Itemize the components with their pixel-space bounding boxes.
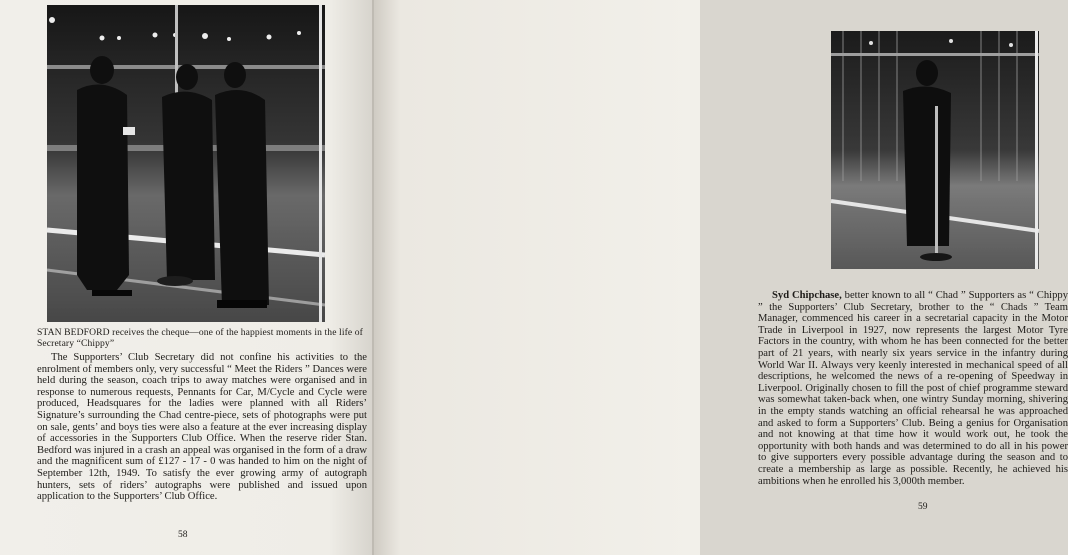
page-number-right: 59 [918,502,928,512]
left-paragraph: The Supporters’ Club Secretary did not confine his activities to the enrolment of members only, very successful “ Meet the Riders ” Dances were held during the season, coach trips to away matches were organised and in response to numerous requests, Pennants for Car, M/Cycle and Cycle were produced, Headsquares for the ladies were planned with all Riders’ Signature’s surrounding the Chad centre-piece, sets of photographs were put on sale, gents’ and boys ties were also a feature at the ever increasing display of accessories in the Supporters Club Office. When the reserve rider Stan. Bedford was injured in a crash an appeal was organised in the form of a draw and the magnificent sum of £127 - 17 - 0 was handed to him on the night of September 12th, 1949. To satisfy the ever growing army of autograph hunters, sets of riders’ autographs were published and issued upon application to the Supporters’ Club Office. [37,352,367,503]
caption-lead: STAN BEDFORD [37,327,110,338]
right-paragraph-text: better known to all “ Chad ” Supporters as “ Chippy ” the Supporters’ Club Secretary, brother to the “ Chads ” Team Manager, commenced his career in a secretarial capacity in the Motor Trade in Liverpool in 1927, now represents the largest Motor Tyre Factors in the country, with whom he has been connected for the better part of 21 years, with nearly six years service in the infantry during World War II. Always very keenly interested in mechanical speed of all descriptions, he welcomed the news of a re-opening of Speedway in Liverpool. Originally chosen to fill the post of chief programme steward was somewhat taken-back when, one wintry Sunday morning, shivering in the empty stands watching an official rehearsal he was approached and asked to form a Supporters’ Club. Being a genius for Organisation and not knowing at that time how it would work out, he took the opportunity with both hands and was determined to do all in his power to give supporters every possible advantage during the season and to create a membership as large as possible. Recently, he achieved his ambitions when he enrolled his 3,000th member. [758,290,1068,487]
right-paragraph [758,290,1068,487]
photo-cheque-presentation [47,5,325,322]
left-page [0,0,374,555]
photo-caption [37,327,367,349]
caption-text: receives the cheque—one of the happiest moments in the life of Secretary “Chippy” [37,327,363,349]
page-number-left: 58 [178,530,188,540]
left-body-text [37,352,367,503]
right-page [374,0,1068,555]
lead-name: Syd Chipchase, [772,290,842,301]
photo-secretary-microphone [831,31,1039,269]
right-body-text [758,290,1068,487]
